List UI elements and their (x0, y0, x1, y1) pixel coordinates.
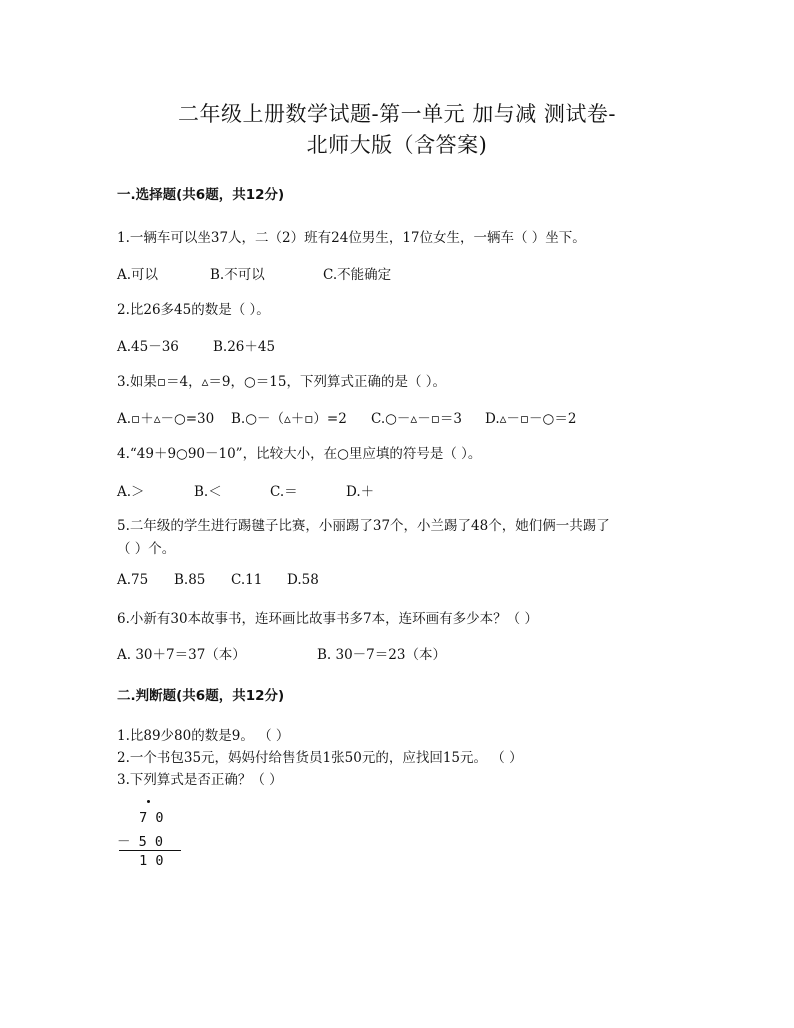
question-1-2: 2.比26多45的数是（ ）。 (117, 302, 270, 318)
page-title-line1: 二年级上册数学试题-第一单元 加与减 测试卷- (177, 102, 617, 126)
option-d: D.▵－▫－○＝2 (485, 411, 577, 427)
option-a: A.▫＋▵－○=30 (117, 411, 215, 427)
carry-dot (147, 800, 150, 803)
option-b: B. 30－7＝23（本） (317, 647, 446, 663)
question-1-6: 6.小新有30本故事书，连环画比故事书多7本，连环画有多少本？（ ） (117, 611, 538, 627)
option-d: D.＋ (346, 484, 375, 500)
vertical-row-subtrahend: － 5 0 (117, 834, 164, 850)
question-1-4: 4.“49＋9○90－10”，比较大小，在○里应填的符号是（ ）。 (117, 446, 482, 462)
option-a: A. 30＋7＝37（本） (117, 647, 246, 663)
option-a: A.可以 (117, 267, 159, 283)
vertical-rule (119, 850, 181, 851)
question-2-1: 1.比89少80的数是9。 （ ） (117, 728, 290, 744)
option-b: B.26＋45 (213, 339, 276, 355)
option-a: A.＞ (117, 484, 145, 500)
option-b: B.○－（▵＋▫）=2 (231, 411, 347, 427)
question-1-5-line2: （ ）个。 (117, 541, 176, 557)
question-1-5-line1: 5.二年级的学生进行踢毽子比赛，小丽踢了37个，小兰踢了48个，她们俩一共踢了 (117, 518, 610, 534)
question-2-3: 3.下列算式是否正确？（ ） (117, 772, 283, 788)
section1-heading: 一.选择题(共6题，共12分) (117, 187, 285, 203)
question-1-1: 1.一辆车可以坐37人，二（2）班有24位男生，17位女生，一辆车（ ）坐下。 (117, 230, 586, 246)
option-c: C.○－▵－▫＝3 (371, 411, 462, 427)
option-b: B.不可以 (210, 267, 265, 283)
option-b: B.85 (174, 572, 206, 588)
question-2-2: 2.一个书包35元，妈妈付给售货员1张50元的，应找回15元。 （ ） (117, 750, 523, 766)
option-c: C.不能确定 (323, 267, 392, 283)
option-c: C.＝ (270, 484, 298, 500)
option-d: D.58 (287, 572, 319, 588)
question-1-3: 3.如果▫＝4，▵＝9，○＝15，下列算式正确的是（ ）。 (117, 374, 446, 390)
page-title-line2: 北师大版（含答案) (306, 133, 488, 157)
option-b: B.＜ (194, 484, 222, 500)
option-a: A.75 (117, 572, 149, 588)
option-c: C.11 (231, 572, 263, 588)
vertical-subtraction (117, 800, 187, 870)
option-a: A.45－36 (117, 339, 179, 355)
vertical-row-result: 1 0 (131, 853, 164, 869)
vertical-row-minuend: 7 0 (131, 810, 164, 826)
section2-heading: 二.判断题(共6题，共12分) (117, 688, 285, 704)
